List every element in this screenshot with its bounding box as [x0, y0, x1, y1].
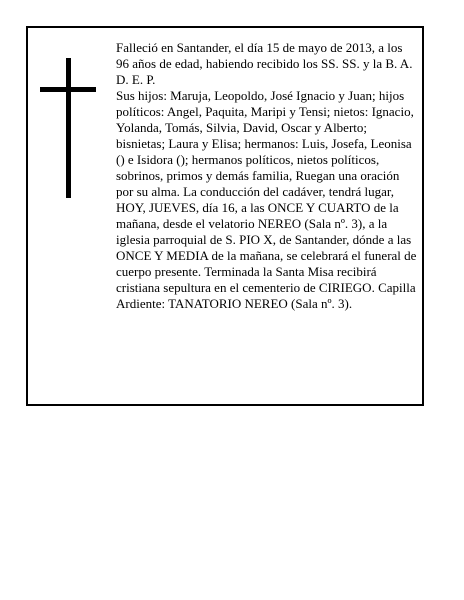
cross-icon [40, 58, 96, 198]
notice-text [116, 40, 418, 312]
death-announcement: Falleció en Santander, el día 15 de mayo de 2013, a los 96 años de edad, habiendo recibido los SS. SS. y la B. A. [116, 40, 413, 71]
rip-line: D. E. P. [116, 72, 156, 87]
obituary-notice [26, 26, 424, 406]
cross-vertical-bar [66, 58, 71, 198]
cross-horizontal-bar [40, 87, 96, 92]
family-and-funeral-details: Sus hijos: Maruja, Leopoldo, José Ignacio y Juan; hijos políticos: Angel, Paquita, Maripi y Tensi; nietos: Ignacio, Yolanda, Tomás, Silvia, David, Oscar y Alberto; bisnietas; Laura y Elisa; hermanos: Luis, Josefa, Leonisa () e Isidora (); hermanos políticos, nietos políticos, sobrinos, primos y demás familia, Ruegan una oración por su alma. La conducción del cadáver, tendrá lugar, HOY, JUEVES, día 16, a las ONCE Y CUARTO de la mañana, desde el velatorio NEREO (Sala nº. 3), a la iglesia parroquial de S. PIO X, de Santander, dónde a las ONCE Y MEDIA de la mañana, se celebrará el funeral de cuerpo presente. Terminada la Santa Misa recibirá cristiana sepultura en el cementerio de CIRIEGO. Capilla Ardiente: TANATORIO NEREO (Sala nº. 3). [116, 88, 417, 311]
